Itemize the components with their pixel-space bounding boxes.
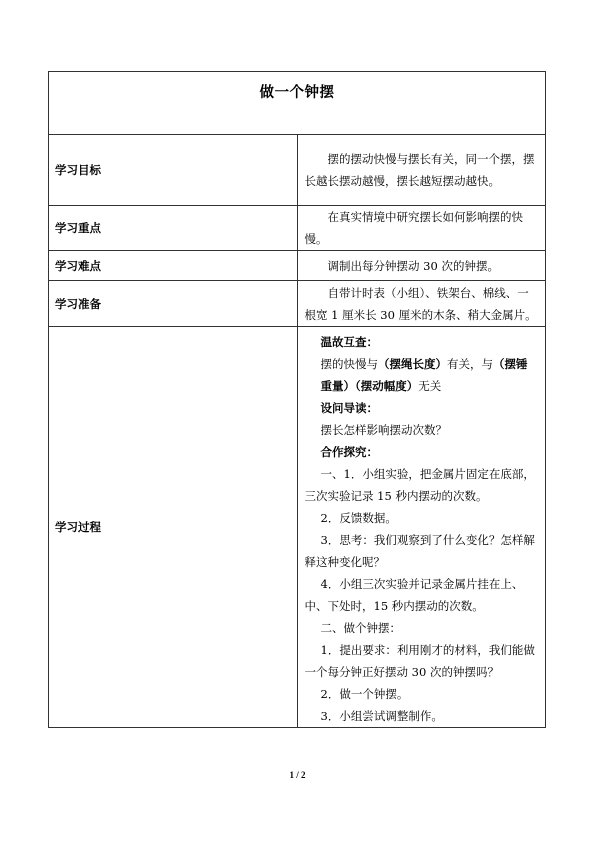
process-content: [297, 327, 546, 728]
explore-item: 2．反馈数据。: [320, 511, 397, 525]
difficulty-text: 调制出每分钟摆动 30 次的钟摆。: [297, 251, 546, 281]
explore-item: 3．思考：我们观察到了什么变化？怎样解释这种变化呢？: [304, 533, 535, 569]
explore-heading: 合作探究：: [320, 445, 378, 459]
row-process: [49, 327, 546, 728]
row-difficulty: [49, 251, 546, 281]
guide-heading: 设问导读：: [320, 401, 378, 415]
explore-item: 1．提出要求：利用刚才的材料，我们能做一个每分钟正好摆动 30 次的钟摆吗？: [304, 643, 535, 679]
review-mid: 有关，与: [447, 357, 493, 371]
goal-text: 摆的摆动快慢与摆长有关，同一个摆，摆长越长摆动越慢，摆长越短摆动越快。: [297, 135, 546, 206]
title-cell: [49, 72, 546, 135]
review-keyword-amplitude: （摆动幅度）: [355, 379, 419, 393]
preparation-text: 自带计时表（小组）、铁架台、棉线、一根宽 1 厘米长 30 厘米的木条、稍大金属片。: [297, 281, 546, 327]
review-post: 无关: [418, 379, 442, 393]
explore-item: 2．做一个钟摆。: [320, 687, 409, 701]
row-preparation: [49, 281, 546, 327]
difficulty-label: 学习难点: [49, 251, 298, 281]
process-label: 学习过程: [49, 327, 298, 728]
explore-item: 4．小组三次实验并记录金属片挂在上、中、下处时，15 秒内摆动的次数。: [304, 577, 524, 613]
review-heading: 温故互查：: [320, 335, 378, 349]
lesson-table: [48, 71, 546, 728]
review-text: [305, 353, 538, 397]
review-keyword-length: （摆绳长度）: [378, 357, 447, 371]
page-number: 1 / 2: [289, 770, 306, 780]
key-label: 学习重点: [49, 206, 298, 251]
explore-item: 3．小组尝试调整制作。: [320, 709, 443, 723]
page-title: 做一个钟摆: [259, 84, 335, 101]
key-text: 在真实情境中研究摆长如何影响摆的快慢。: [297, 206, 546, 251]
explore-item: 二、做个钟摆：: [320, 621, 401, 635]
explore-item: 一、1．小组实验，把金属片固定在底部，三次实验记录 15 秒内摆动的次数。: [304, 467, 535, 503]
row-key: [49, 206, 546, 251]
review-pre: 摆的快慢与: [320, 357, 378, 371]
row-goal: [49, 135, 546, 206]
guide-text: 摆长怎样影响摆动次数？: [320, 423, 447, 437]
goal-label: 学习目标: [49, 135, 298, 206]
preparation-label: 学习准备: [49, 281, 298, 327]
review-keyword-weight: （摆锤重量）: [320, 357, 528, 393]
